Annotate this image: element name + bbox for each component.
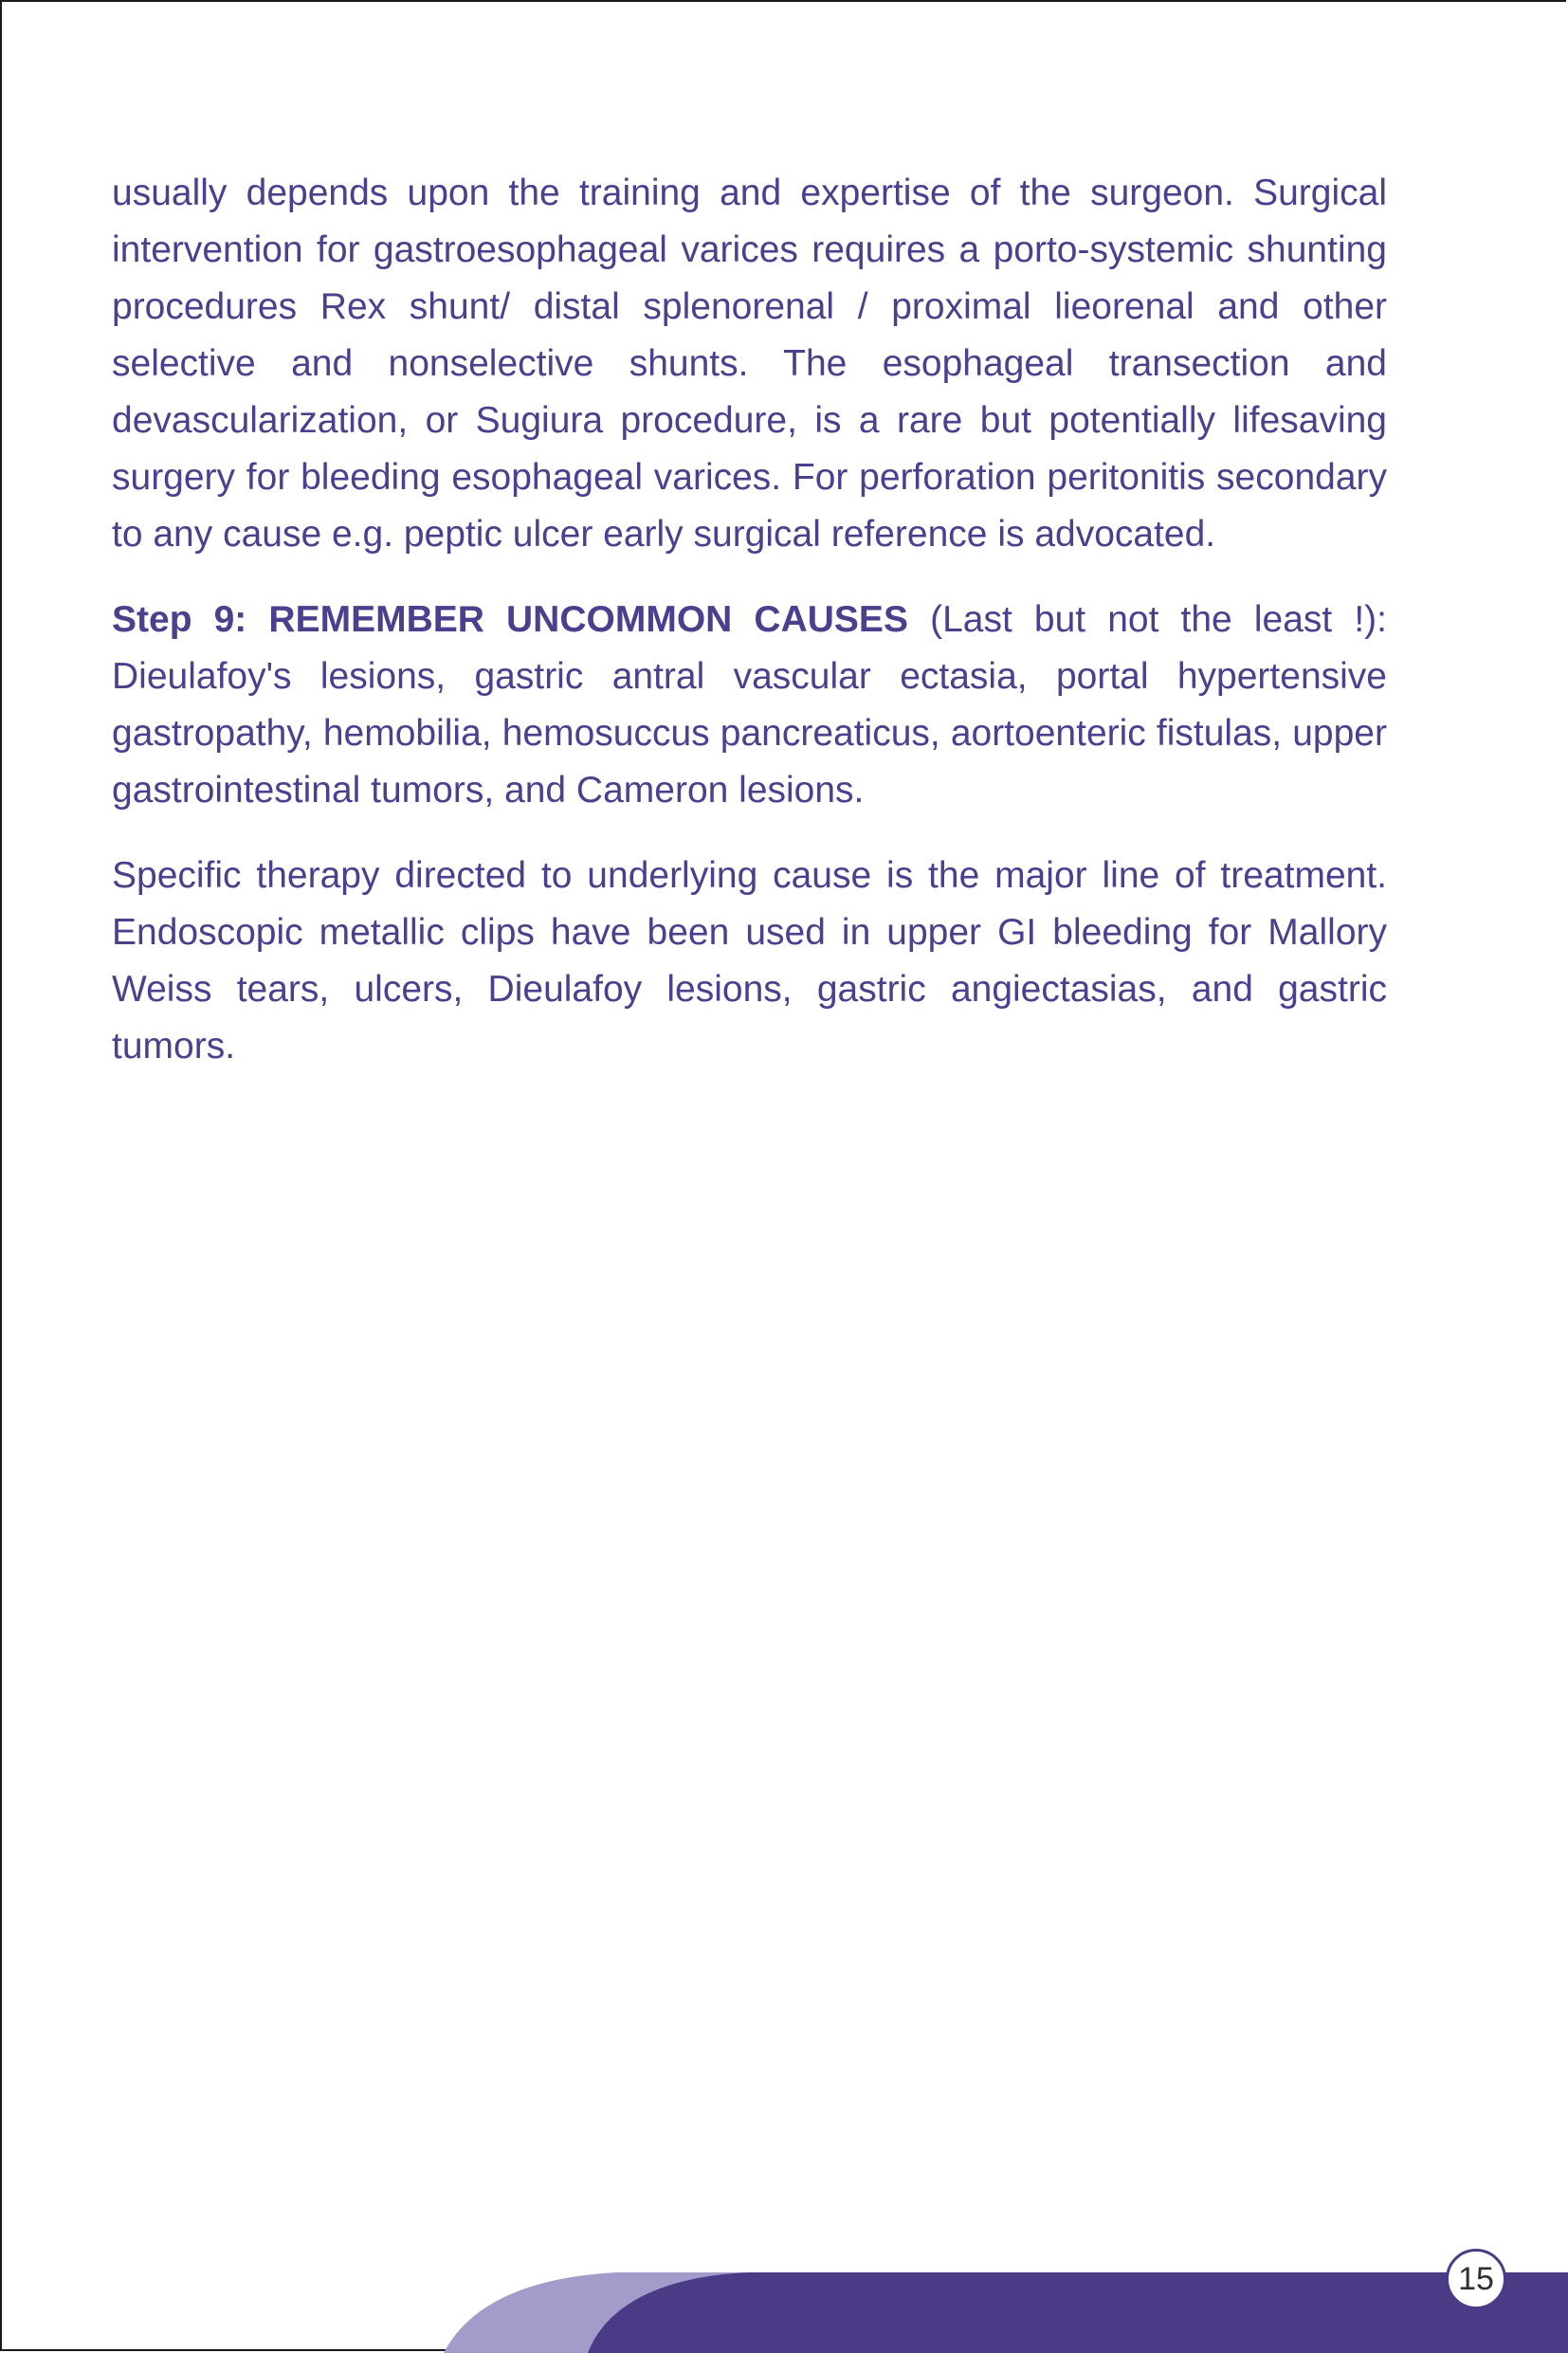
paragraph-specific-therapy: Specific therapy directed to underlying cause is the major line of treatment. Endoscopic metallic clips have been used in upper GI bleeding for Mallory Weiss tears, ulcers, Dieulafoy lesions, gastric angiectasias, and gastric tumors. bbox=[112, 855, 1387, 1067]
page-number: 15 bbox=[1446, 2249, 1506, 2309]
footer-decoration bbox=[0, 2271, 1568, 2353]
footer-dark-band bbox=[588, 2272, 1568, 2353]
step-9-text: (Last but not the least !): Dieulafoy's lesions, gastric antral vascular ectasia, portal hypertensive gastropathy, hemobilia, hemosuccus pancreaticus, aortoenteric fistulas, upper gastrointestinal tumors, and Cameron lesions. bbox=[112, 599, 1387, 811]
step-9-heading: Step 9: REMEMBER UNCOMMON CAUSES bbox=[112, 599, 908, 640]
page-content bbox=[112, 165, 1387, 1104]
paragraph-surgical-intervention: usually depends upon the training and expertise of the surgeon. Surgical intervention for gastroesophageal varices requires a porto-systemic shunting procedures Rex shunt/ distal splenorenal / proximal lieorenal and other selective and nonselective shunts. The esophageal transection and devascularization, or Sugiura procedure, is a rare but potentially lifesaving surgery for bleeding esophageal varices. For perforation peritonitis secondary to any cause e.g. peptic ulcer early surgical reference is advocated. bbox=[112, 173, 1387, 555]
paragraph-step-9 bbox=[112, 592, 1387, 819]
